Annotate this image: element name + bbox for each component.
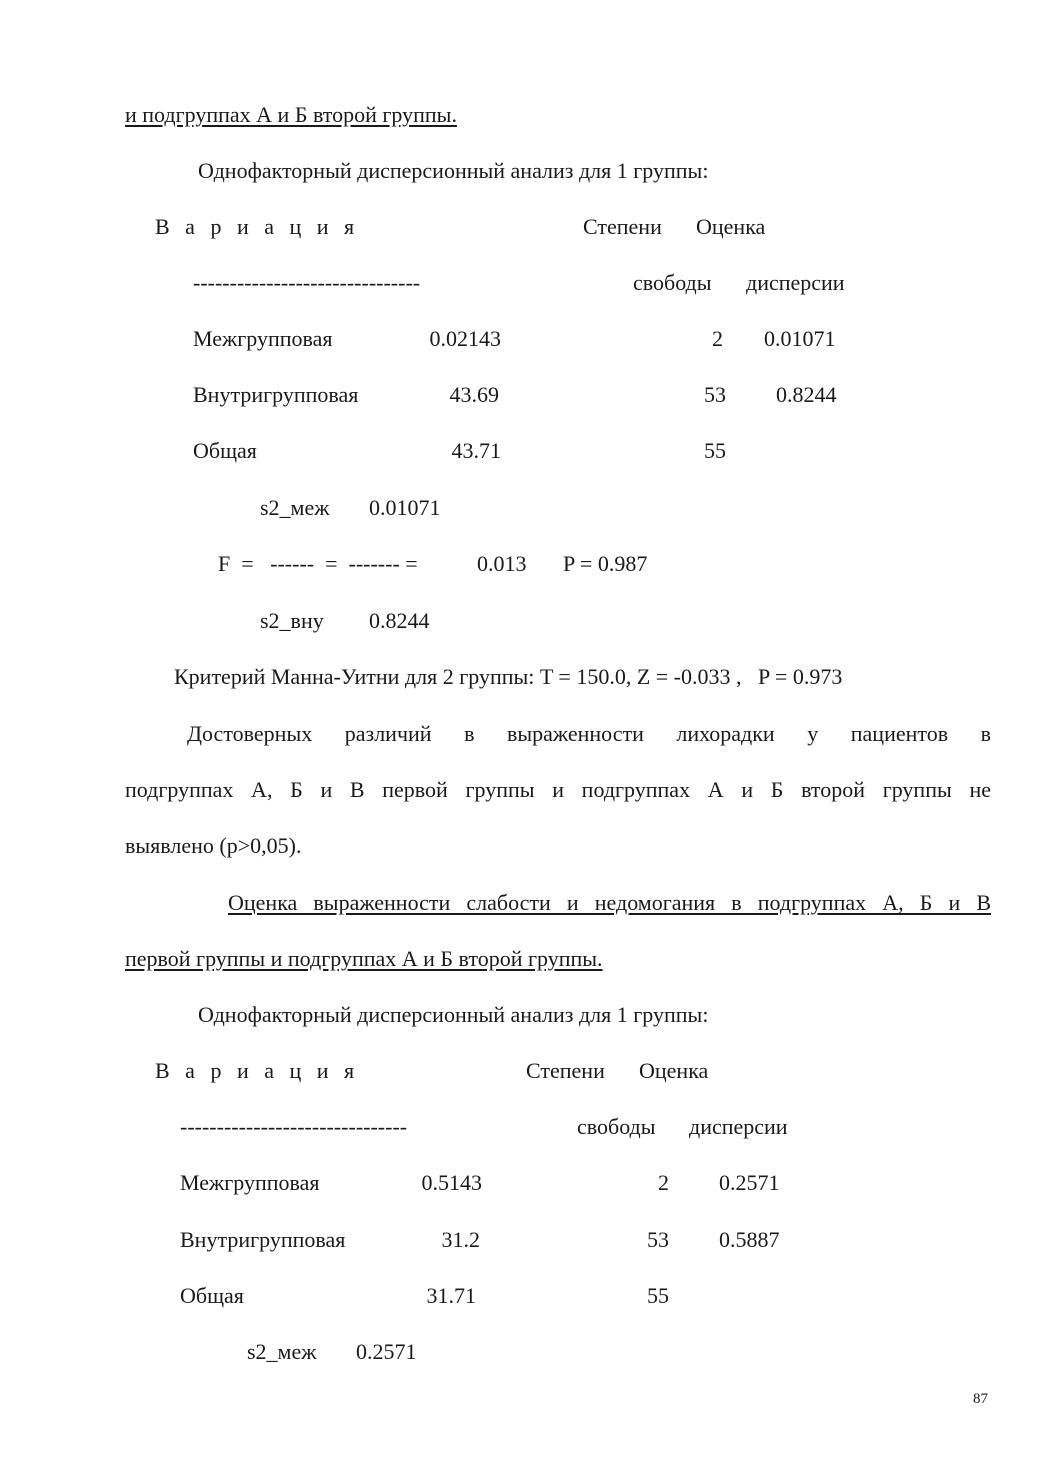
anova-dash-rule: ------------------------------- [193, 270, 421, 295]
f-value: 0.013 [477, 551, 527, 576]
anova-col-variation: В а р и а ц и я [155, 214, 360, 239]
anova-row-ss: 43.71 [451, 438, 501, 463]
anova-row-ss: 31.2 [441, 1227, 480, 1252]
anova-row-label: Общая [180, 1283, 244, 1308]
anova-row-ms: 0.2571 [719, 1170, 780, 1195]
anova-row-ss: 31.71 [426, 1283, 476, 1308]
f-numerator-value: 0.01071 [369, 495, 441, 520]
anova-row-label: Межгрупповая [193, 326, 333, 351]
f-denominator-label: s2_вну [260, 608, 324, 633]
anova-row-ss: 0.5143 [421, 1170, 482, 1195]
anova-col-df: Степени [583, 214, 662, 239]
conclusion-line: подгруппах А, Б и В первой группы и подгруппах А и Б второй группы не [125, 777, 991, 802]
anova-row-df: 2 [712, 326, 723, 351]
anova-col-estimate: Оценка [696, 214, 766, 239]
anova-col-variation: В а р и а ц и я [155, 1058, 360, 1083]
f-numerator-label: s2_меж [247, 1339, 317, 1364]
anova-col-estimate: Оценка [639, 1058, 709, 1083]
anova-col-estimate-2: дисперсии [746, 270, 845, 295]
f-numerator-label: s2_меж [260, 495, 330, 520]
anova-row-df: 53 [704, 382, 726, 407]
anova-row-ms: 0.01071 [764, 326, 836, 351]
anova-row-ss: 43.69 [449, 382, 499, 407]
anova-row-df: 55 [647, 1283, 669, 1308]
f-numerator-value: 0.2571 [356, 1339, 417, 1364]
section-heading: первой группы и подгруппах А и Б второй группы. [125, 946, 603, 971]
anova-row-ms: 0.8244 [776, 382, 837, 407]
anova-row-label: Внутригрупповая [180, 1227, 346, 1252]
anova-row-df: 55 [704, 438, 726, 463]
f-denominator-value: 0.8244 [369, 608, 430, 633]
anova-row-label: Общая [193, 438, 257, 463]
conclusion-line: выявлено (р>0,05). [125, 833, 302, 858]
anova-title: Однофакторный дисперсионный анализ для 1 группы: [198, 1002, 709, 1027]
conclusion-line: Достоверных различий в выраженности лихорадки у пациентов в [187, 721, 991, 746]
anova-row-df: 2 [658, 1170, 669, 1195]
anova-row-df: 53 [647, 1227, 669, 1252]
page-number: 87 [973, 1391, 988, 1407]
anova-col-estimate-2: дисперсии [689, 1114, 788, 1139]
anova-col-df-2: свободы [577, 1114, 656, 1139]
anova-row-ss: 0.02143 [429, 326, 501, 351]
section-heading: Оценка выраженности слабости и недомогания в подгруппах А, Б и В [228, 890, 991, 915]
anova-col-df: Степени [526, 1058, 605, 1083]
p-value: P = 0.987 [563, 551, 648, 576]
f-ratio-line: F = ------ = ------- = [218, 551, 418, 576]
anova-col-df-2: свободы [633, 270, 712, 295]
anova-title: Однофакторный дисперсионный анализ для 1 группы: [198, 158, 709, 183]
mann-whitney-result: Критерий Манна-Уитни для 2 группы: T = 150.0, Z = -0.033 , P = 0.973 [174, 664, 843, 689]
anova-row-ms: 0.5887 [719, 1227, 780, 1252]
anova-dash-rule: ------------------------------- [180, 1114, 408, 1139]
anova-row-label: Внутригрупповая [193, 382, 359, 407]
anova-row-label: Межгрупповая [180, 1170, 320, 1195]
section-heading-continuation: и подгруппах А и Б второй группы. [125, 102, 457, 127]
